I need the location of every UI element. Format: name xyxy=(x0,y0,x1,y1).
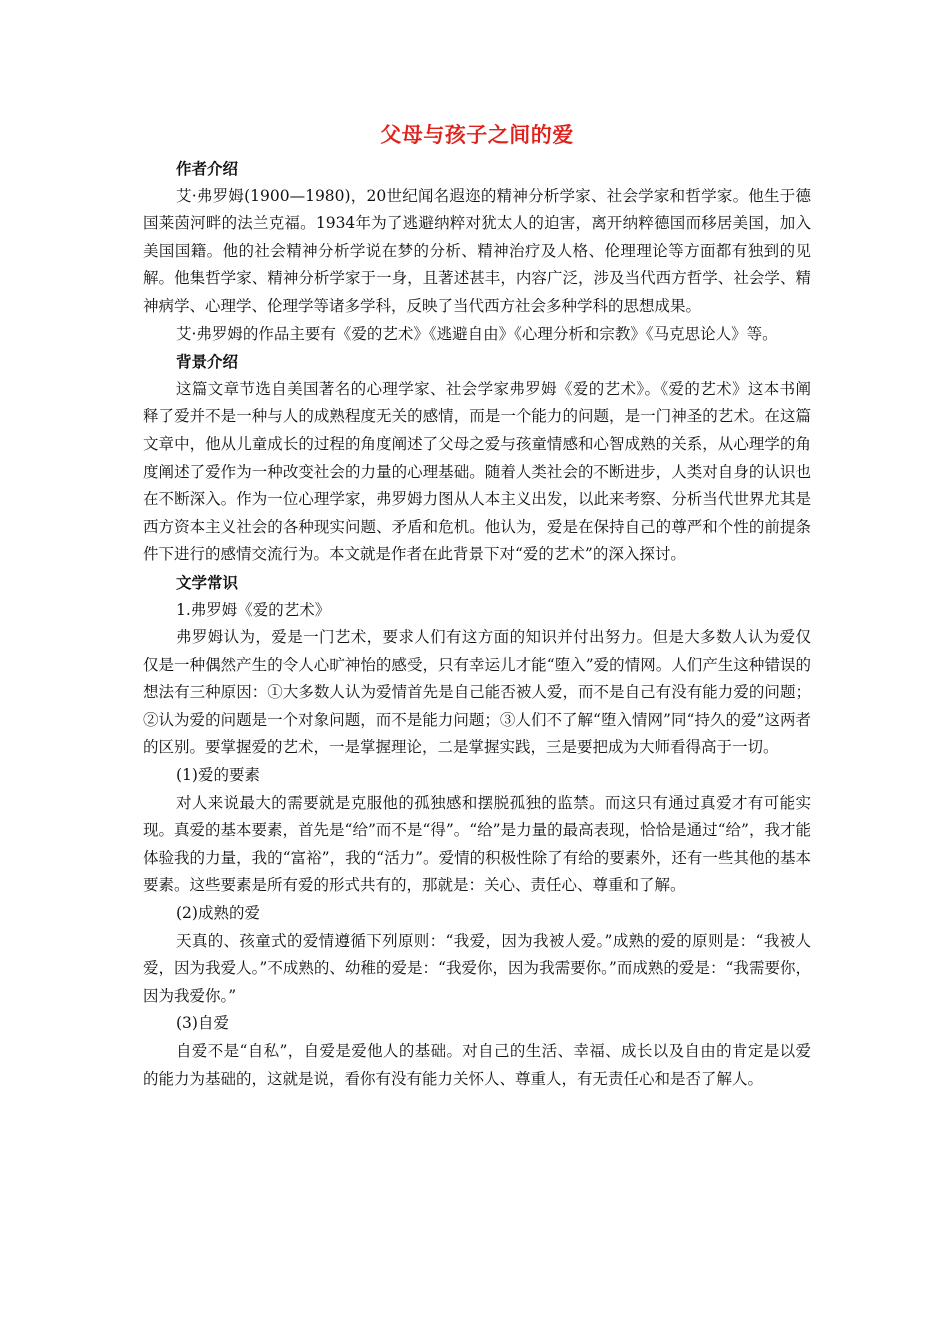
literature-paragraph-1: 弗罗姆认为，爱是一门艺术，要求人们有这方面的知识并付出努力。但是大多数人认为爱仅仅是一种偶然产生的令人心旷神怡的感受，只有幸运儿才能“堕入”爱的情网。人们产生这种错误的想法有三种原因：①大多数人认为爱情首先是自己能否被人爱，而不是自己有没有能力爱的问题；②认为爱的问题是一个对象问题，而不是能力问题；③人们不了解“堕入情网”同“持久的爱”这两者的区别。要掌握爱的艺术，一是掌握理论，二是掌握实践，三是要把成为大师看得高于一切。 xyxy=(143,628,811,757)
literature-item-1: 1.弗罗姆《爱的艺术》 xyxy=(176,600,331,619)
section-heading-background: 背景介绍 xyxy=(176,352,239,372)
literature-subheading-3: (3)自爱 xyxy=(176,1014,229,1033)
section-heading-literature: 文学常识 xyxy=(176,572,239,592)
literature-paragraph-4: 自爱不是“自私”，自爱是爱他人的基础。对自己的生活、幸福、成长以及自由的肯定是以爱的能力为基础的，这就是说，看你有没有能力关怀人、尊重人，有无责任心和是否了解人。 xyxy=(143,1042,811,1088)
author-paragraph-2: 艾·弗罗姆的作品主要有《爱的艺术》《逃避自由》《心理分析和宗教》《马克思论人》等。 xyxy=(176,324,778,343)
literature-paragraph-2: 对人来说最大的需要就是克服他的孤独感和摆脱孤独的监禁。而这只有通过真爱才有可能实现。真爱的基本要素，首先是“给”而不是“得”。“给”是力量的最高表现，恰恰是通过“给”，我才能体验我的力量，我的“富裕”，我的“活力”。爱情的积极性除了有给的要素外，还有一些其他的基本要素。这些要素是所有爱的形式共有的，那就是：关心、责任心、尊重和了解。 xyxy=(143,793,811,895)
document-title: 父母与孩子之间的爱 xyxy=(380,122,574,147)
section-heading-author: 作者介绍 xyxy=(176,159,239,178)
author-paragraph-1: 艾·弗罗姆(1900—1980)，20世纪闻名遐迩的精神分析学家、社会学家和哲学家。他生于德国莱茵河畔的法兰克福。1934年为了逃避纳粹对犹太人的迫害，离开纳粹德国而移居美国，加入美国国籍。他的社会精神分析学说在梦的分析、精神治疗及人格、伦理理论等方面都有独到的见解。他集哲学家、精神分析学家于一身，且著述甚丰，内容广泛，涉及当代西方哲学、社会学、精神病学、心理学、伦理学等诸多学科，反映了当代西方社会多种学科的思想成果。 xyxy=(143,186,811,315)
literature-subheading-2: (2)成熟的爱 xyxy=(176,904,260,923)
literature-subheading-1: (1)爱的要素 xyxy=(176,766,260,785)
background-paragraph-1: 这篇文章节选自美国著名的心理学家、社会学家弗罗姆《爱的艺术》。《爱的艺术》这本书阐释了爱并不是一种与人的成熟程度无关的感情，而是一个能力的问题，是一门神圣的艺术。在这篇文章中，他从儿童成长的过程的角度阐述了父母之爱与孩童情感和心智成熟的关系，从心理学的角度阐述了爱作为一种改变社会的力量的心理基础。随着人类社会的不断进步，人类对自身的认识也在不断深入。作为一位心理学家，弗罗姆力图从人本主义出发，以此来考察、分析当代世界尤其是西方资本主义社会的各种现实问题、矛盾和危机。他认为，爱是在保持自己的尊严和个性的前提条件下进行的感情交流行为。本文就是作者在此背景下对“爱的艺术”的深入探讨。 xyxy=(143,379,811,564)
document-page xyxy=(143,118,811,1093)
literature-paragraph-3: 天真的、孩童式的爱情遵循下列原则：“我爱，因为我被人爱。”成熟的爱的原则是：“我被人爱，因为我爱人。”不成熟的、幼稚的爱是：“我爱你，因为我需要你。”而成熟的爱是：“我需要你，因为我爱你。” xyxy=(143,931,811,1005)
